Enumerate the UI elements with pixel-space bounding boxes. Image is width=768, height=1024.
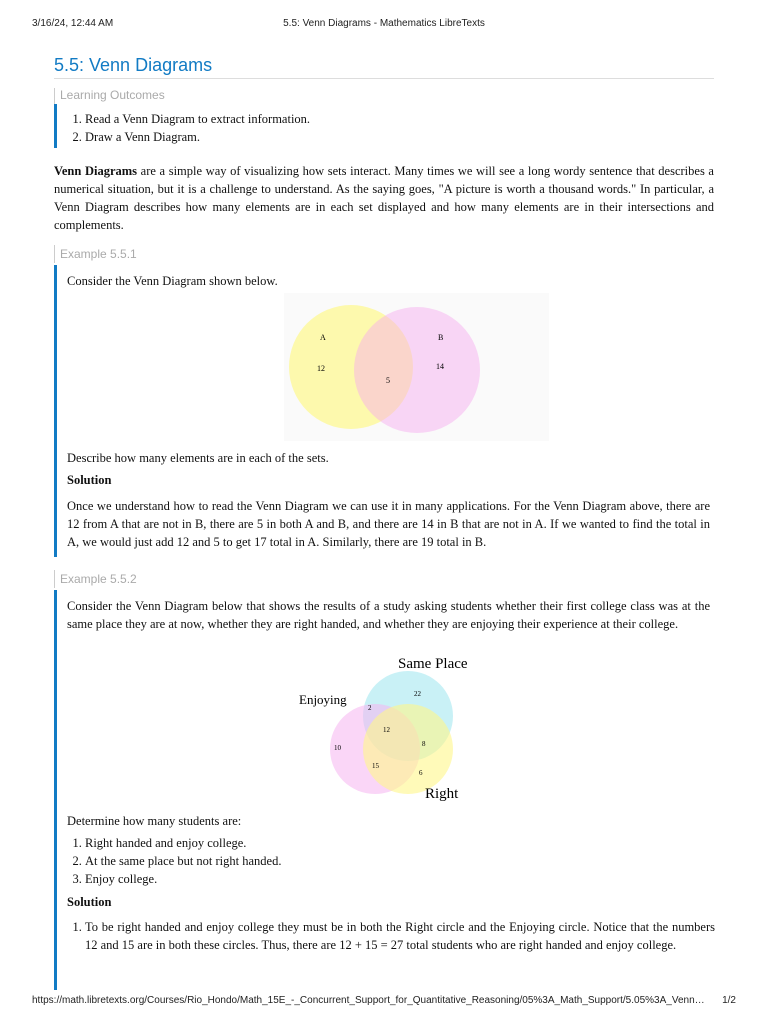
learning-outcomes-label: Learning Outcomes <box>60 88 165 102</box>
venn-diagram-two-set <box>284 293 549 441</box>
venn2-count-enjoy-right: 15 <box>372 762 379 770</box>
venn2-count-enjoy-only: 10 <box>334 744 341 752</box>
list-item: 2. Draw a Venn Diagram. <box>85 128 310 146</box>
venn1-count-only-b: 14 <box>436 362 444 371</box>
venn2-label-right: Right <box>425 786 459 802</box>
print-page-number: 1/2 <box>722 995 736 1006</box>
intro-text: are a simple way of visualizing how sets interact. Many times we will see a long wordy sentence that describes a numerical situation, but it is a challenge to understand. As the saying goes, "A picture is worth a thousand words." In particular, a Venn Diagram describes how many elements are in each set displayed and how many elements are in their intersections and complements. <box>54 164 714 232</box>
example2-solution-label: Solution <box>67 895 112 909</box>
example1-question: Describe how many elements are in each of the sets. <box>67 451 329 465</box>
intro-paragraph <box>54 162 714 234</box>
list-item: 1. To be right handed and enjoy college they must be in both the Right circle and the Enjoying circle. Notice that the numbers 12 and 15 are in both these circles. Thus, there are 12 + 15 = 27 total students who are right handed and enjoy college. <box>85 918 715 954</box>
list-item: 3. Enjoy college. <box>85 870 281 888</box>
outcomes-label-bar <box>54 88 55 104</box>
venn2-label-enjoying: Enjoying <box>299 692 347 707</box>
venn2-count-same-enjoy: 2 <box>368 704 372 712</box>
example1-solution: Once we understand how to read the Venn Diagram we can use it in many applications. For the Venn Diagram above, there are 12 from A that are not in B, there are 5 in both A and B, and there are 14 in B that are not in A. If we wanted to find the total in A, we would just add 12 and 5 to get 17 total in A. Similarly, there are 19 total in B. <box>67 499 710 549</box>
page-title: 5.5: Venn Diagrams <box>54 55 213 75</box>
example2-label-bar <box>54 570 55 588</box>
example2-question: Determine how many students are: <box>67 814 242 828</box>
example1-box <box>54 265 717 557</box>
venn1-count-only-a: 12 <box>317 364 325 373</box>
venn-diagram-three-set <box>295 652 535 804</box>
venn2-count-right-only: 6 <box>419 769 423 777</box>
venn2-circle-right <box>363 704 453 794</box>
venn2-count-same-right: 8 <box>422 740 426 748</box>
example1-solution-label: Solution <box>67 473 112 487</box>
venn1-circle-b <box>354 307 480 433</box>
learning-outcomes-box <box>54 104 707 148</box>
list-item: 1. Right handed and enjoy college. <box>85 834 281 852</box>
venn1-label-b: B <box>438 333 444 342</box>
print-page-title: 5.5: Venn Diagrams - Mathematics LibreTexts <box>283 18 485 29</box>
example2-label: Example 5.5.2 <box>60 572 137 586</box>
print-date: 3/16/24, 12:44 AM <box>32 18 114 29</box>
print-url: https://math.libretexts.org/Courses/Rio_Hondo/Math_15E_-_Concurrent_Support_for_Quantitative_Reasoning/05%3A_Math_Support/5.05%3A_Venn… <box>32 995 705 1006</box>
example1-label-bar <box>54 245 55 263</box>
title-divider <box>54 78 714 79</box>
list-item: 2. At the same place but not right handed. <box>85 852 281 870</box>
example2-solution-list <box>69 918 715 954</box>
example1-label: Example 5.5.1 <box>60 247 137 261</box>
venn2-count-same-place-only: 22 <box>414 690 421 698</box>
list-item: 1. Read a Venn Diagram to extract information. <box>85 110 310 128</box>
example1-prompt: Consider the Venn Diagram shown below. <box>67 274 278 288</box>
intro-bold-term: Venn Diagrams <box>54 164 138 178</box>
venn2-count-all-three: 12 <box>383 726 390 734</box>
learning-outcomes-list <box>69 110 310 146</box>
venn1-count-both: 5 <box>386 376 390 385</box>
venn1-label-a: A <box>320 333 326 342</box>
example2-prompt: Consider the Venn Diagram below that shows the results of a study asking students whether their first college class was at the same place they are at now, whether they are right handed, and whether they are enjoying their experience at their college. <box>67 599 710 631</box>
example2-question-list <box>69 834 281 888</box>
venn2-label-same-place: Same Place <box>398 656 468 672</box>
example2-box <box>54 590 717 990</box>
